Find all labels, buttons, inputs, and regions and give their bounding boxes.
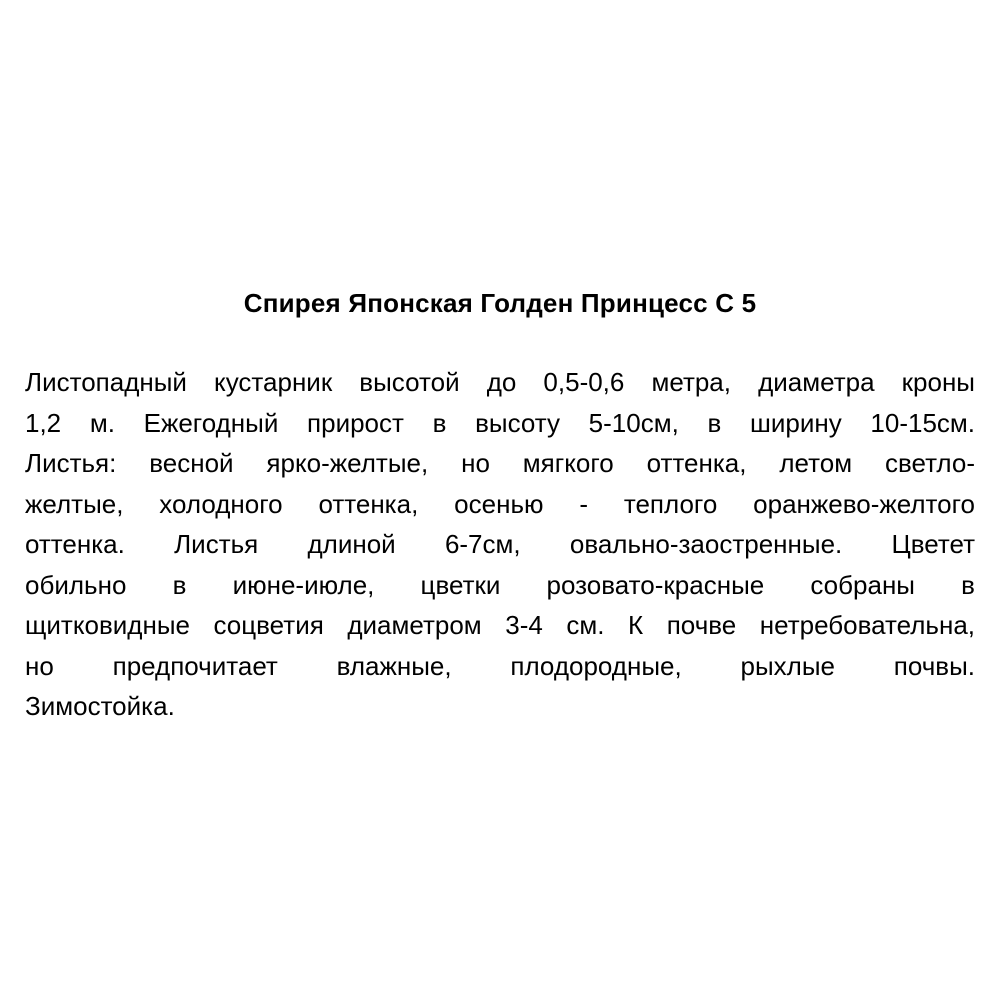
description-line: обильно в июне-июле, цветки розовато-красные собраны в [25,569,975,600]
description-line: оттенка. Листья длиной 6-7см, овально-заостренные. Цветет [25,529,975,559]
description-line: желтые, холодного оттенка, осенью - теплого оранжево-желтого [25,488,975,519]
description-line: 1,2 м. Ежегодный прирост в высоту 5-10см, в ширину 10-15см. [25,407,975,438]
description-line: щитковидные соцветия диаметром 3-4 см. К почве нетребовательна, [25,610,975,640]
description-line: Листья: весной ярко-желтые, но мягкого оттенка, летом светло- [25,448,975,478]
description-line: Листопадный кустарник высотой до 0,5-0,6 метра, диаметра кроны [25,367,975,397]
description-line: но предпочитает влажные, плодородные, рыхлые почвы. [25,650,975,681]
description-line: Зимостойка. [25,691,175,721]
description-paragraph [25,362,975,727]
document-title: Спирея Японская Голден Принцесс С 5 [243,288,757,318]
